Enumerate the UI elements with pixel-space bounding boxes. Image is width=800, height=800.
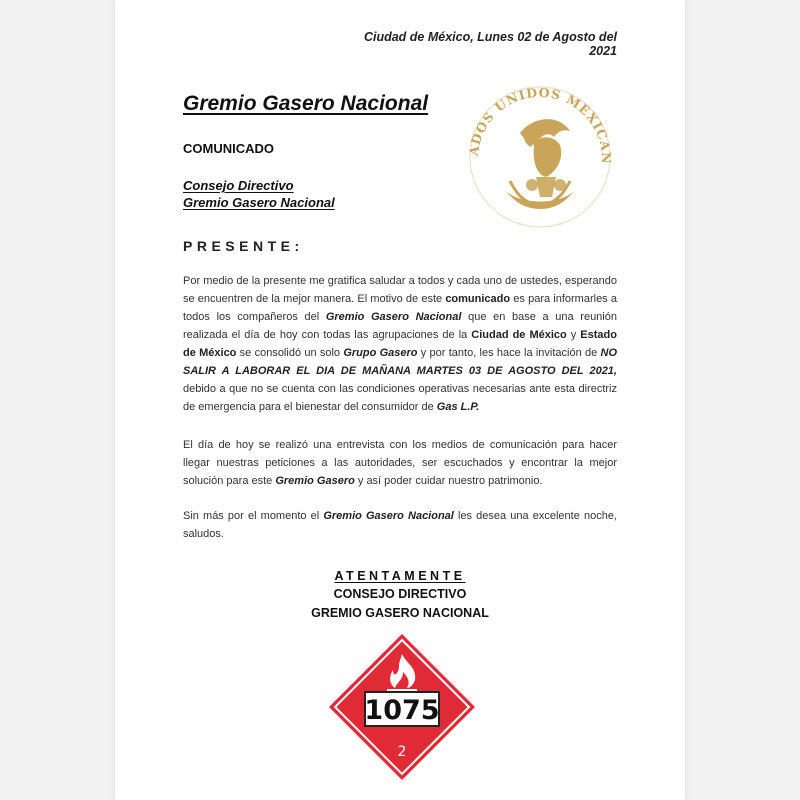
- p1-text-2: es para informarles a todos los compañeros del: [183, 293, 617, 323]
- p1-bold-6: NO SALIR A LABORAR EL DIA DE MAÑANA MARTES 03 DE AGOSTO DEL 2021,: [183, 347, 617, 377]
- p2-text-2: y así poder cuidar nuestro patrimonio.: [354, 475, 543, 487]
- un-number: 1075: [364, 695, 440, 726]
- p3-text-2: les desea una excelente noche, saludos.: [183, 510, 618, 540]
- p1-text-6: y por tanto, les hace la invitación de: [417, 347, 601, 359]
- paragraph-3: [183, 507, 617, 543]
- letter-subject: COMUNICADO: [183, 141, 274, 156]
- signature-line-1: CONSEJO DIRECTIVO: [333, 587, 467, 601]
- p1-bold-7: Gas L.P.: [436, 401, 480, 413]
- p1-bold-2: Gremio Gasero Nacional: [325, 311, 462, 323]
- p1-bold-5: Grupo Gasero: [343, 347, 418, 359]
- p1-bold-1: comunicado: [445, 293, 511, 305]
- hazmat-flammable-gas-placard-icon: [327, 632, 477, 782]
- addressee-line-1: Consejo Directivo: [183, 178, 294, 193]
- date-line: Ciudad de México, Lunes 02 de Agosto del 2021: [363, 30, 617, 58]
- closing: ATENTAMENTE: [334, 569, 466, 583]
- mexican-coat-of-arms-seal-icon: [460, 73, 620, 233]
- p1-text-7: debido a que no se cuenta con las condiciones operativas necesarias ante esta directriz de emergencia para el bienestar del consumidor de: [183, 383, 617, 413]
- letter-title: Gremio Gasero Nacional: [183, 92, 429, 115]
- p1-bold-4: Estado de México: [183, 329, 617, 359]
- seal-graphic: [460, 73, 620, 233]
- paragraph-1: [183, 272, 617, 416]
- p1-text-5: se consolidó un solo: [236, 347, 344, 359]
- p3-bold-1: Gremio Gasero Nacional: [323, 510, 454, 522]
- greeting: PRESENTE:: [183, 238, 304, 254]
- paragraph-2: [183, 436, 617, 490]
- signature-line-2: GREMIO GASERO NACIONAL: [311, 606, 489, 620]
- addressee-line-2: Gremio Gasero Nacional: [183, 195, 335, 210]
- eagle-icon: [506, 119, 574, 209]
- p1-text-1: Por medio de la presente me gratifica saludar a todos y cada uno de ustedes, esperando se encuentren de la mejor manera. El motivo de este: [183, 275, 617, 305]
- hazard-class: 2: [397, 744, 407, 760]
- p2-text-1: El día de hoy se realizó una entrevista con los medios de comunicación para hacer llegar nuestras peticiones a las autoridades, ser escuchados y encontrar la mejor solución para este: [183, 439, 617, 487]
- p1-bold-3: Ciudad de México: [471, 329, 567, 341]
- p1-text-4: y: [566, 329, 581, 341]
- p3-text-1: Sin más por el momento el: [183, 510, 324, 522]
- placard-graphic: [327, 632, 477, 782]
- seal-text: ADOS UNIDOS MEXICAN: [465, 84, 615, 165]
- p2-bold-1: Gremio Gasero: [275, 475, 355, 487]
- addressee-block: [183, 177, 335, 211]
- p1-text-3: que en base a una reunión realizada el día de hoy con todas las agrupaciones de la: [183, 311, 617, 341]
